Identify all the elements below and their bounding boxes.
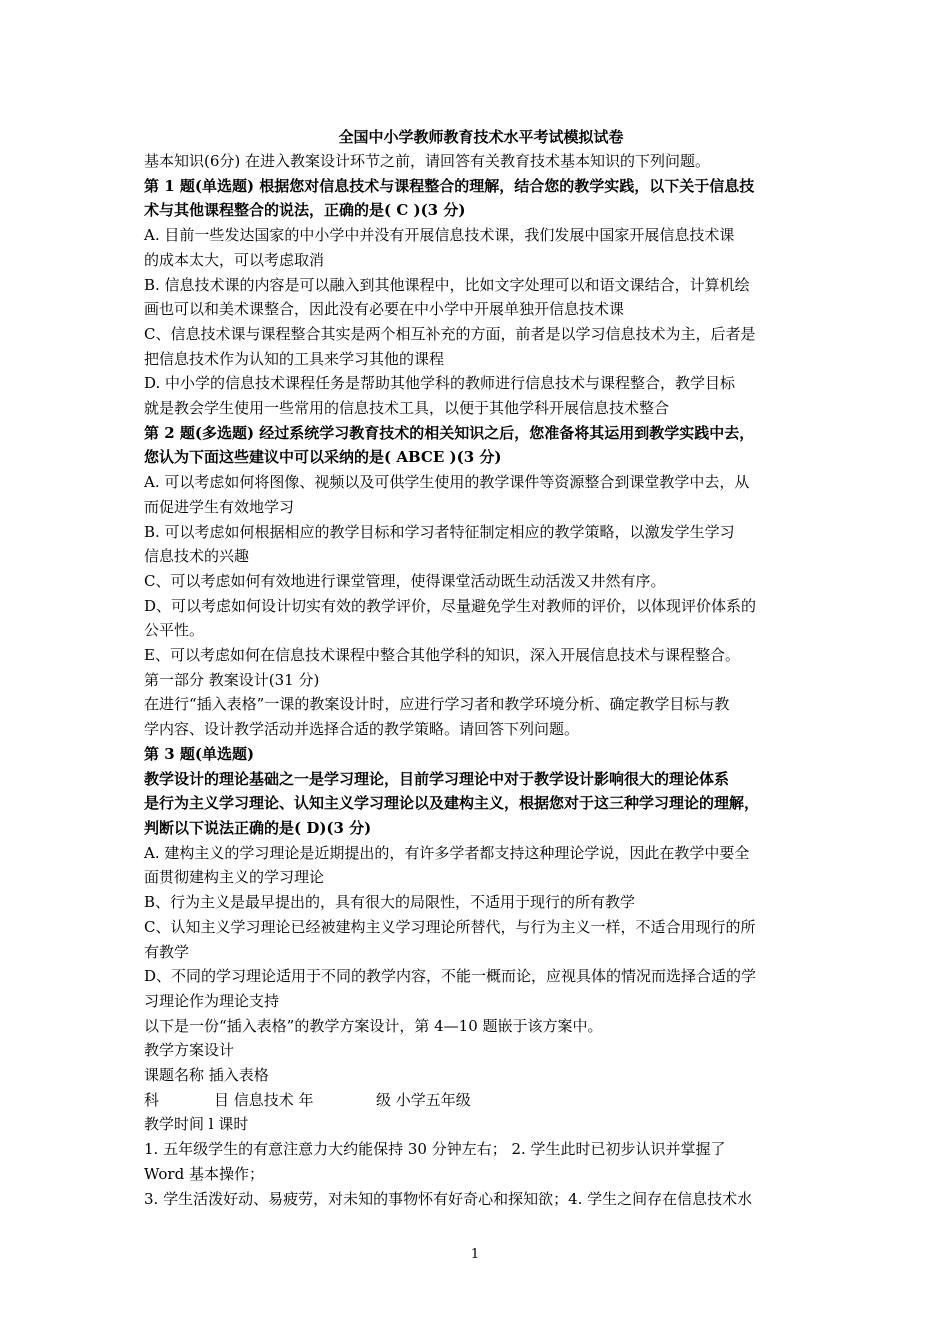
text-line: 学内容、设计教学活动并选择合适的教学策略。请回答下列问题。 xyxy=(144,720,580,739)
text-line: 是行为主义学习理论、认知主义学习理论以及建构主义，根据您对于这三种学习理论的理解， xyxy=(144,794,760,813)
text-line: D、可以考虑如何设计切实有效的教学评价，尽量避免学生对教师的评价，以体现评价体系的 xyxy=(144,596,757,615)
text-line: 判断以下说法正确的是( D)(3 分) xyxy=(144,818,372,837)
subject-grade-row xyxy=(144,1088,808,1113)
text-line: A. 可以考虑如何将图像、视频以及可供学生使用的教学课件等资源整合到课堂教学中去，从 xyxy=(144,473,750,492)
document-page xyxy=(144,125,808,1211)
grade-value-part: 级 小学五年级 xyxy=(376,1090,471,1109)
text-line: 3. 学生活泼好动、易疲劳，对未知的事物怀有好奇心和探知欲；4. 学生之间存在信息技术水 xyxy=(144,1189,753,1208)
text-line: Word 基本操作； xyxy=(144,1164,264,1183)
text-line: 公平性。 xyxy=(144,621,205,640)
text-line: C、信息技术课与课程整合其实是两个相互补充的方面，前者是以学习信息技术为主，后者是 xyxy=(144,324,756,343)
text-line: 基本知识(6分) 在进入教案设计环节之前，请回答有关教育技术基本知识的下列问题。 xyxy=(144,152,711,170)
text-line: 就是教会学生使用一些常用的信息技术工具，以便于其他学科开展信息技术整合 xyxy=(144,399,670,418)
text-line: 画也可以和美术课整合，因此没有必要在中小学中开展单独开信息技术课 xyxy=(144,300,625,319)
text-line: 第 1 题(单选题) 根据您对信息技术与课程整合的理解，结合您的教学实践，以下关于信息技 xyxy=(144,176,755,195)
text-line: C、认知主义学习理论已经被建构主义学习理论所替代，与行为主义一样，不适合用现行的所 xyxy=(144,917,756,936)
text-line: 信息技术的兴趣 xyxy=(144,547,250,566)
text-line: 习理论作为理论支持 xyxy=(144,991,280,1010)
text-line: 有教学 xyxy=(144,942,190,961)
text-line: 课题名称 插入表格 xyxy=(144,1066,269,1085)
text-line: E、可以考虑如何在信息技术课程中整合其他学科的知识，深入开展信息技术与课程整合。 xyxy=(144,646,740,665)
body-text-block xyxy=(144,149,808,1088)
text-line: 教学设计的理论基础之一是学习理论，目前学习理论中对于教学设计影响很大的理论体系 xyxy=(144,769,730,788)
text-line: A. 目前一些发达国家的中小学中并没有开展信息技术课，我们发展中国家开展信息技术课 xyxy=(144,226,735,245)
text-line: 而促进学生有效地学习 xyxy=(144,497,295,516)
text-line: 教学时间 l 课时 xyxy=(144,1115,249,1134)
text-line: D、不同的学习理论适用于不同的教学内容，不能一概而论，应视具体的情况而选择合适的学 xyxy=(144,967,757,986)
text-line: D. 中小学的信息技术课程任务是帮助其他学科的教师进行信息技术与课程整合，教学目标 xyxy=(144,374,736,393)
body-text-block-continued xyxy=(144,1112,808,1211)
subject-value-part: 目 信息技术 年 xyxy=(214,1090,314,1109)
text-line: B. 可以考虑如何根据相应的教学目标和学习者特征制定相应的教学策略，以激发学生学习 xyxy=(144,522,735,541)
text-line: 的成本太大，可以考虑取消 xyxy=(144,250,325,269)
text-line: 把信息技术作为认知的工具来学习其他的课程 xyxy=(144,349,445,368)
document-title: 全国中小学教师教育技术水平考试模拟试卷 xyxy=(338,128,624,146)
text-line: 术与其他课程整合的说法，正确的是( C )(3 分) xyxy=(144,201,466,220)
text-line: 第一部分 教案设计(31 分) xyxy=(144,670,320,689)
text-line: B. 信息技术课的内容是可以融入到其他课程中，比如文字处理可以和语文课结合，计算机绘 xyxy=(144,275,750,294)
text-line: 第 3 题(单选题) xyxy=(144,744,255,763)
text-line: 教学方案设计 xyxy=(144,1041,235,1060)
text-line: 1. 五年级学生的有意注意力大约能保持 30 分钟左右； 2. 学生此时已初步认识并掌握了 xyxy=(144,1140,726,1159)
text-line: B、行为主义是最早提出的，具有很大的局限性，不适用于现行的所有教学 xyxy=(144,893,636,912)
text-line: 面贯彻建构主义的学习理论 xyxy=(144,868,325,887)
text-line: 在进行“插入表格”一课的教案设计时，应进行学习者和教学环境分析、确定教学目标与教 xyxy=(144,695,730,714)
text-line: 第 2 题(多选题) 经过系统学习教育技术的相关知识之后，您准备将其运用到教学实践中去， xyxy=(144,423,755,442)
text-line: A. 建构主义的学习理论是近期提出的，有许多学者都支持这种理论学说，因此在教学中要全 xyxy=(144,843,750,862)
page-number: 1 xyxy=(470,1247,480,1262)
text-line: 您认为下面这些建议中可以采纳的是( ABCE )(3 分) xyxy=(144,448,502,467)
text-line: C、可以考虑如何有效地进行课堂管理，使得课堂活动既生动活泼又井然有序。 xyxy=(144,571,666,590)
subject-label-part: 科 xyxy=(144,1090,160,1109)
text-line: 以下是一份“插入表格”的教学方案设计，第 4—10 题嵌于该方案中。 xyxy=(144,1016,603,1035)
